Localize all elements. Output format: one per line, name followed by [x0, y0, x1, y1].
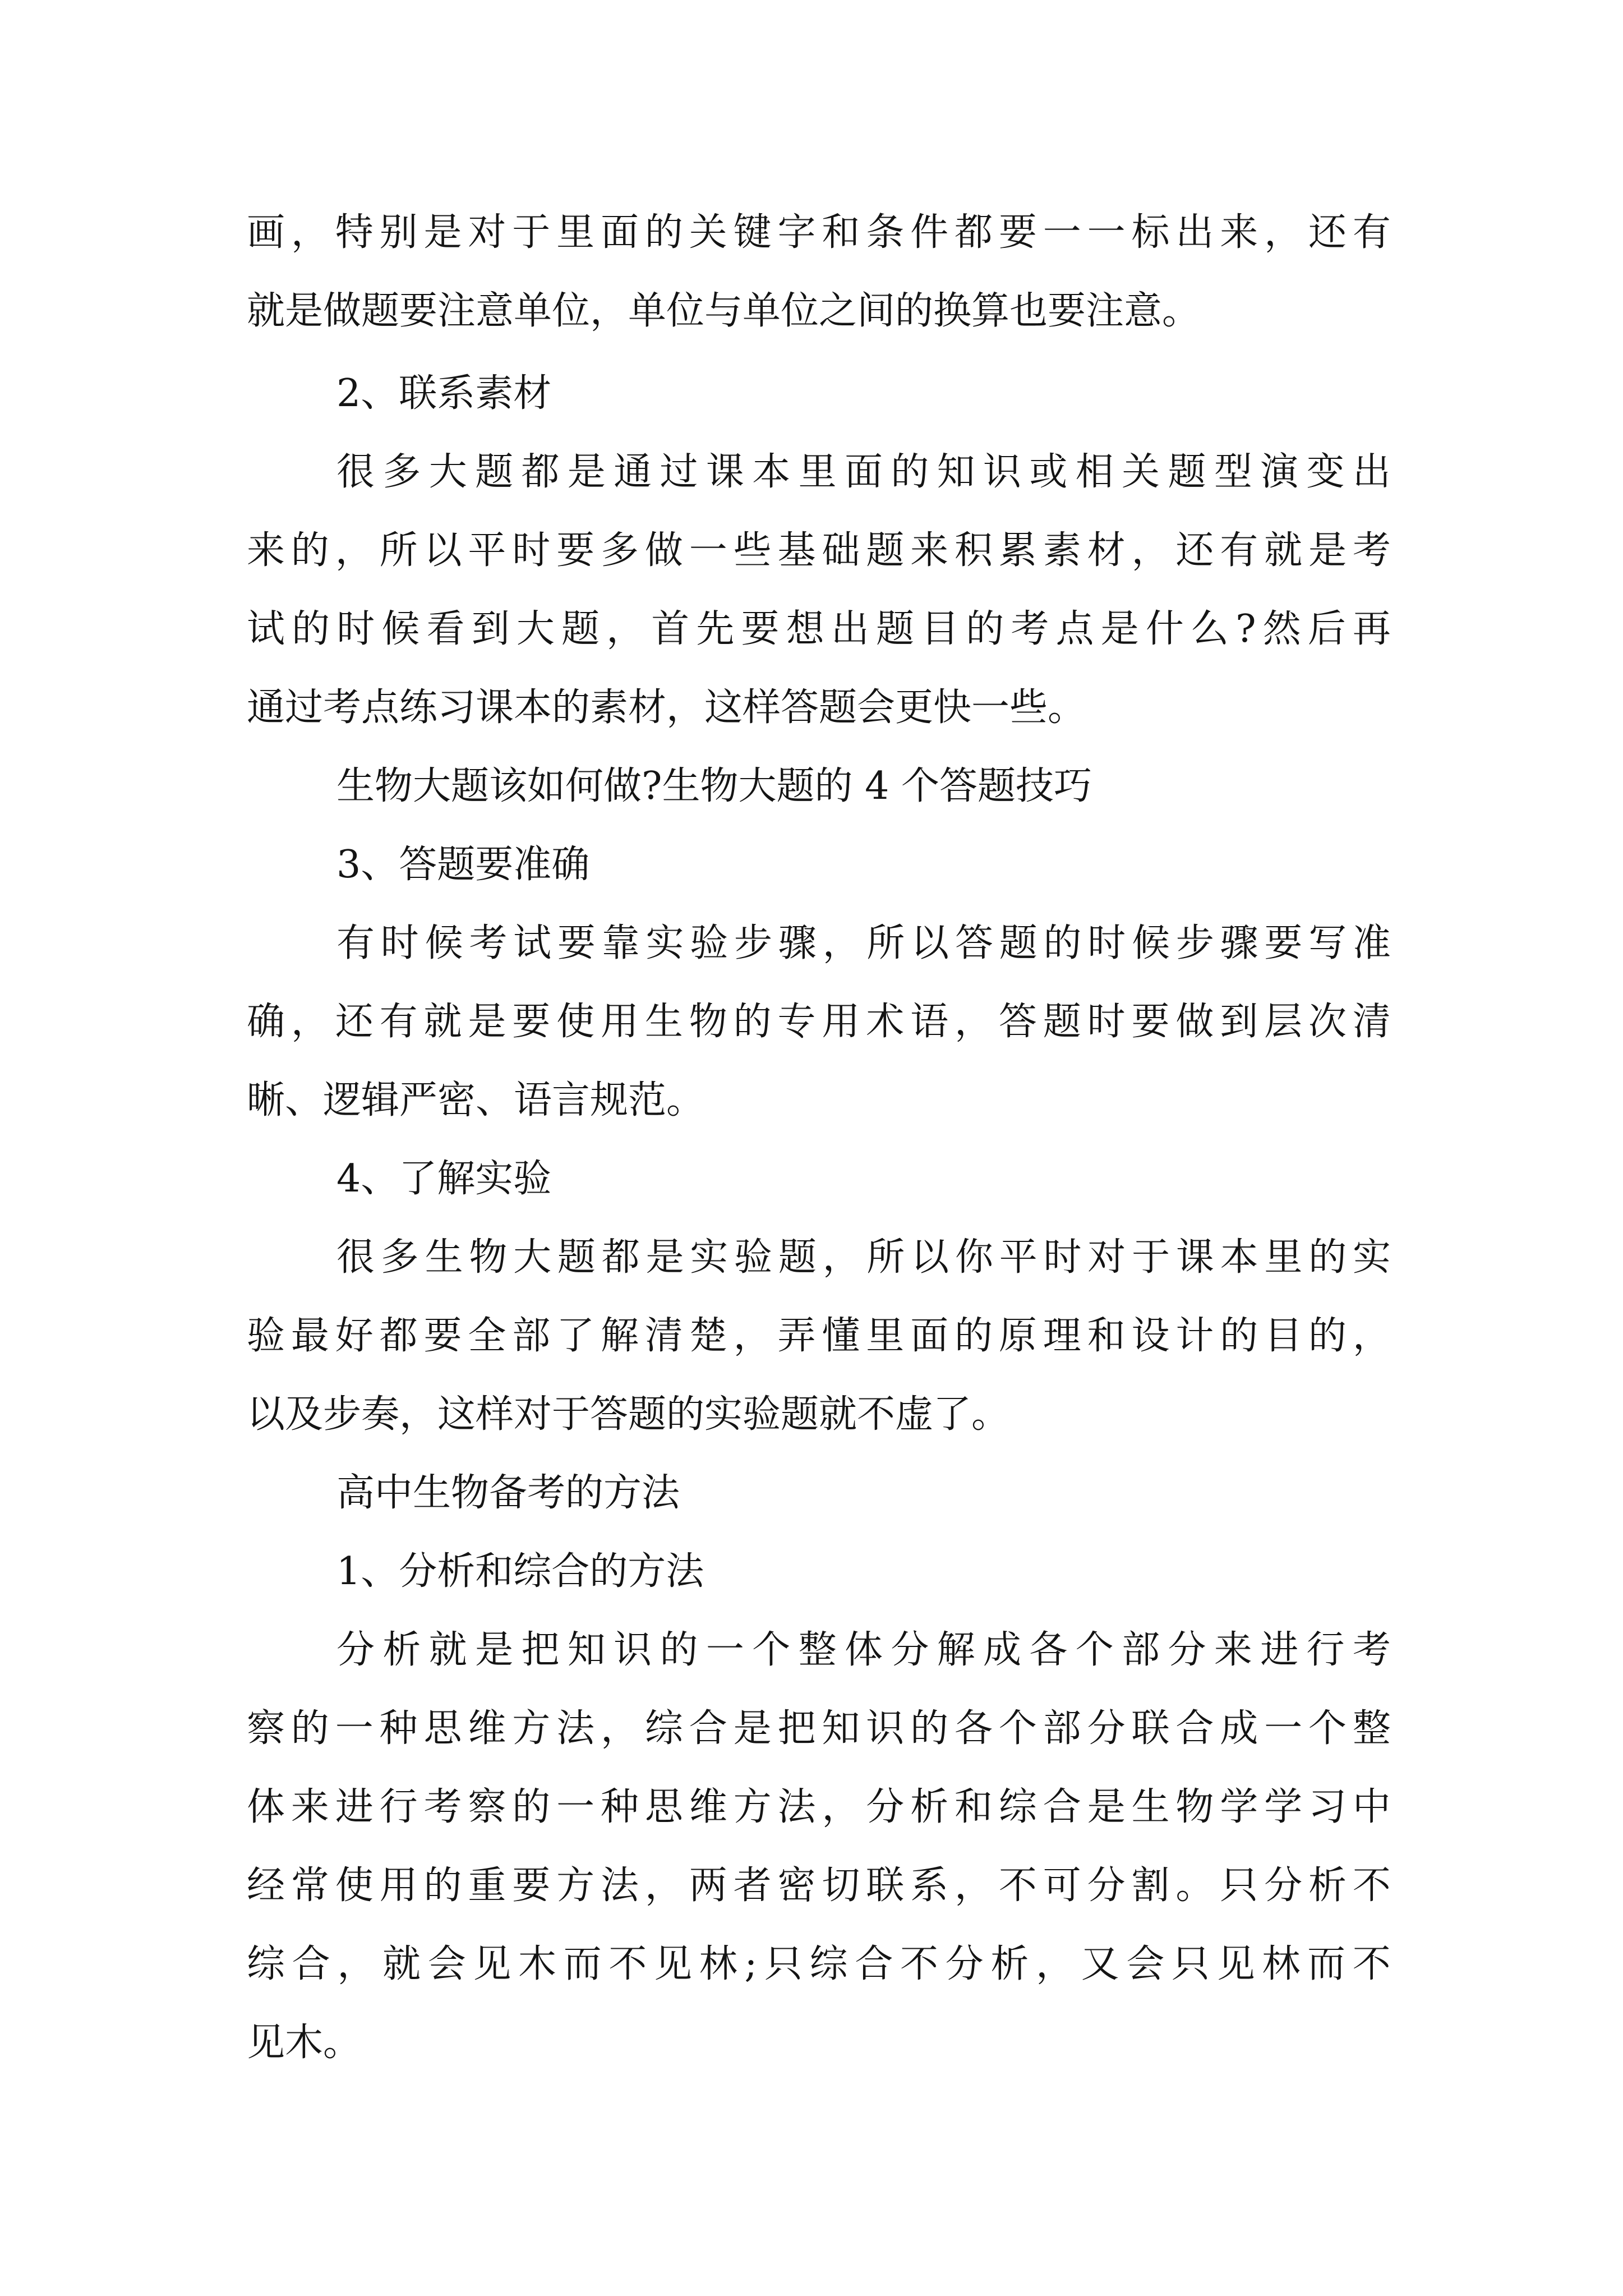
- text-line: 通过考点练习课本的素材，这样答题会更快一些。: [247, 685, 1086, 730]
- text-line: 晰、逻辑严密、语言规范。: [247, 1078, 705, 1122]
- text-line: 经 常 使 用 的 重 要 方 法 ， 两 者 密 切 联 系 ， 不 可 分 割 。 只 分 析 不: [247, 1864, 1391, 1908]
- text-line: 有 时 候 考 试 要 靠 实 验 步 骤 ， 所 以 答 题 的 时 候 步 骤 要 写 准: [336, 921, 1391, 965]
- section-heading: 3、答题要准确: [336, 843, 590, 887]
- text-line: 以及步奏，这样对于答题的实验题就不虚了。: [247, 1392, 1010, 1437]
- text-line: 察 的 一 种 思 维 方 法 ， 综 合 是 把 知 识 的 各 个 部 分 联 合 成 一 个 整: [247, 1706, 1391, 1751]
- text-line: 分 析 就 是 把 知 识 的 一 个 整 体 分 解 成 各 个 部 分 来 进 行 考: [336, 1628, 1391, 1672]
- section-heading: 生物大题该如何做?生物大题的 4 个答题技巧: [336, 764, 1092, 808]
- text-line: 见木。: [247, 2021, 362, 2065]
- text-line: 画 ， 特 别 是 对 于 里 面 的 关 键 字 和 条 件 都 要 一 一 标 出 来 ， 还 有: [247, 210, 1391, 255]
- section-heading: 4、了解实验: [336, 1157, 552, 1201]
- text-line: 试 的 时 候 看 到 大 题 ， 首 先 要 想 出 题 目 的 考 点 是 什 么 ? 然 后 再: [247, 607, 1391, 651]
- text-line: 很 多 生 物 大 题 都 是 实 验 题 ， 所 以 你 平 时 对 于 课 本 里 的 实: [336, 1235, 1391, 1280]
- text-line: 综 合 ， 就 会 见 木 而 不 见 林 ; 只 综 合 不 分 析 ， 又 会 只 见 林 而 不: [247, 1942, 1391, 1986]
- text-line: 验 最 好 都 要 全 部 了 解 清 楚 ， 弄 懂 里 面 的 原 理 和 设 计 的 目 的 ，: [247, 1314, 1391, 1358]
- text-line: 很 多 大 题 都 是 通 过 课 本 里 面 的 知 识 或 相 关 题 型 演 变 出: [336, 450, 1391, 494]
- text-line: 确 ， 还 有 就 是 要 使 用 生 物 的 专 用 术 语 ， 答 题 时 要 做 到 层 次 清: [247, 1000, 1391, 1044]
- section-heading: 高中生物备考的方法: [336, 1471, 680, 1515]
- section-heading: 2、联系素材: [336, 371, 552, 416]
- section-heading: 1、分析和综合的方法: [336, 1549, 704, 1594]
- text-line: 来 的 ， 所 以 平 时 要 多 做 一 些 基 础 题 来 积 累 素 材 ， 还 有 就 是 考: [247, 528, 1391, 573]
- text-line: 就是做题要注意单位，单位与单位之间的换算也要注意。: [247, 289, 1201, 333]
- text-line: 体 来 进 行 考 察 的 一 种 思 维 方 法 ， 分 析 和 综 合 是 生 物 学 学 习 中: [247, 1785, 1391, 1829]
